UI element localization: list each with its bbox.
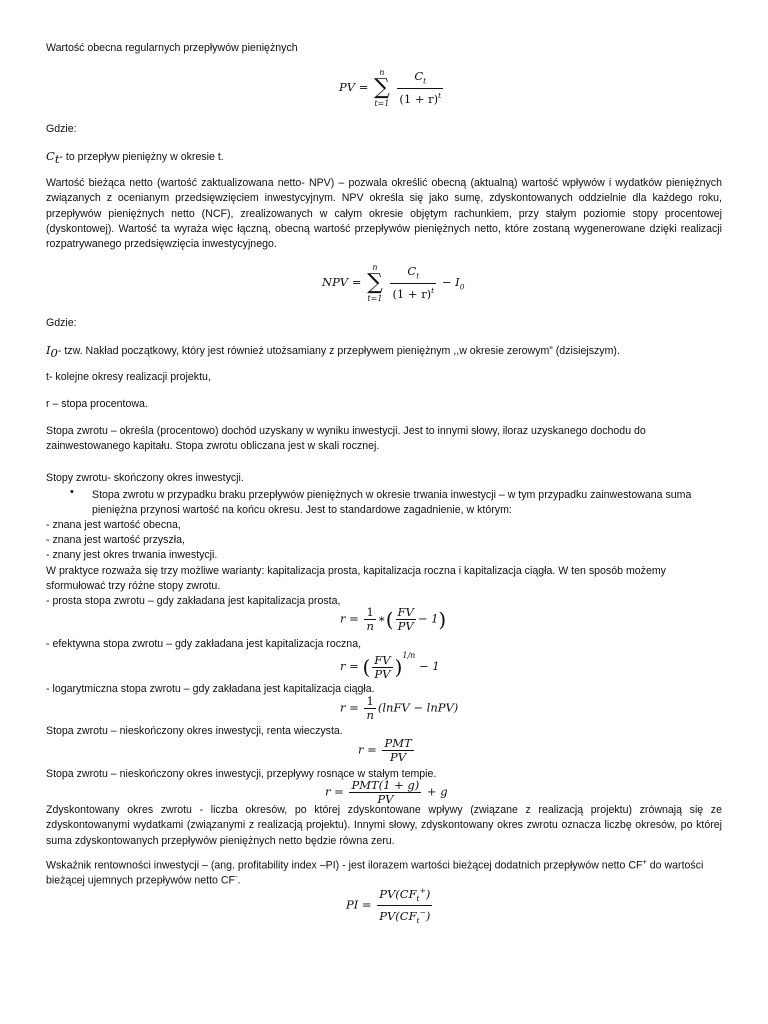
r-effective-fv: FV (374, 652, 391, 667)
pi-den-close: ) (425, 908, 431, 923)
r-simple-lhs: r = (340, 611, 359, 626)
efektywna-label: - efektywna stopa zwrotu – gdy zakładana jest kapitalizacja roczna, (46, 638, 362, 650)
r-simple-minus: − 1 (417, 611, 439, 626)
pv-lhs: PV = (339, 80, 369, 94)
known-item-2: - znana jest wartość przyszła, (46, 534, 185, 546)
r-log-rhs: (lnFV − lnPV) (377, 700, 459, 715)
r-effective-minus: − 1 (418, 659, 440, 673)
r-growth-den: PV (349, 792, 421, 806)
gdzie-label-2: Gdzie: (46, 317, 77, 329)
r-growth-tail: + g (426, 784, 448, 799)
r-growth-formula (325, 779, 448, 806)
r-effective-formula: r = ( $\frac{FV}{PV}$ )$^{1/n}$ − 1 (340, 651, 440, 681)
pi-formula (346, 884, 434, 927)
pi-line-2-sup: - (235, 872, 238, 881)
r-log-one: 1 (366, 694, 374, 708)
stopa-zwrotu-line-1: Stopa zwrotu – określa (procentowo) dochód uzyskany w wyniku inwestycji. Jest to innymi słowy, iloraz uzyskanego dochodu do (46, 425, 646, 437)
pi-num-sup: + (419, 886, 426, 895)
pi-line-1-text: Wskaźnik rentowności inwestycji – (ang. profitability index –PI) - jest ilorazem wartości bieżącej dodatnich przepływów netto CF (46, 859, 643, 872)
r-simple-formula: r = $\frac{1}{n}$ ∗( $\frac{FV}{PV}$ − 1) (340, 605, 447, 633)
pv-sum: n ∑ t=1 (374, 68, 390, 108)
pi-line-1-sup: + (642, 857, 647, 866)
pi-den-sub: t (416, 916, 420, 926)
i0-definition (46, 343, 722, 361)
r-log-lhs: r = (340, 700, 359, 715)
nieskonczony-label-2: Stopa zwrotu – nieskończony okres inwestycji, przepływy rosnące w stałym tempie. (46, 768, 437, 780)
i0-symbol: I (46, 343, 51, 357)
npv-paragraph: Wartość bieżąca netto (wartość zaktualizowana netto- NPV) – pozwala określić obecną (aktualną) wartość wpływów i wydatków pieniężnych związanych z ocenianym przedsięwzięciem inwestycyjnym. NPV określa się jako sumę, zdyskontowanych oddzielnie dla każdego roku, przepływów pieniężnych netto (NCF), zrealizowanych w całym okresie objętym rachunkiem, przy stałym poziomie stopy procentowej (dyskontowej). Wartość ta wyraża więc łączną, obecną wartość przepływów pieniężnych netto, które zostaną wygenerowane dzięki realizacji rozpatrywanego przedsięwzięcia inwestycyjnego. (46, 177, 722, 251)
ct-definition (46, 149, 722, 167)
known-item-3: - znany jest okres trwania inwestycji. (46, 549, 218, 561)
r-effective-lhs: r = (340, 659, 359, 673)
praktyka-line-2: sformułować trzy różne stopy zwrotu. (46, 580, 221, 592)
r-simple-ratio (396, 606, 416, 633)
pv-sum-top: n (379, 68, 385, 77)
r-simple-one-over-n (364, 606, 375, 633)
prosta-label: - prosta stopa zwrotu – gdy zakładana jest kapitalizacja prosta, (46, 595, 341, 607)
r-perp-lhs: r = (358, 742, 377, 757)
section-heading: Wartość obecna regularnych przepływów pieniężnych (46, 42, 298, 54)
praktyka-line-1: W praktyce rozważa się trzy możliwe warianty: kapitalizacja prosta, kapitalizacja roczna i kapitalizacja ciągła. W ten sposób możemy (46, 565, 666, 577)
zdyskontowany-paragraph: Zdyskontowany okres zwrotu - liczba okresów, po której zdyskontowane wpływy (związane z realizacją projektu) zrównają się ze zdyskontowanymi wydatkami (związanymi z realizacją projektu). Innymi słowy, zdyskontowany okres zwrotu oznacza liczbę okresów, po której suma zdyskontowanych przepływów pieniężnych netto będzie równa zeru. (46, 804, 722, 847)
pi-line-1-end: do wartości (646, 859, 704, 872)
npv-sum-bottom: t=1 (367, 294, 383, 303)
pv-den: (1 + r) (399, 91, 439, 106)
pv-num: C (414, 69, 424, 84)
r-perp-num: PMT (384, 736, 412, 750)
npv-num-sub: t (416, 271, 420, 281)
pi-line-2-text: bieżącej ujemnych przepływów netto CF (46, 874, 236, 887)
r-growth-num: PMT(1 + g) (351, 778, 420, 792)
i0-subscript: 0 (50, 346, 58, 361)
pv-num-sub: t (423, 76, 427, 86)
pi-lhs: PI = (346, 897, 372, 912)
pi-num-a: PV(CF (379, 886, 417, 901)
r-simple-star: ∗ (377, 611, 386, 626)
r-effective-exp: 1/n (402, 651, 416, 660)
bullet-line-1: Stopa zwrotu w przypadku braku przepływów pieniężnych w okresie trwania inwestycji – w tym przypadku zainwestowana suma (92, 489, 692, 501)
pi-num-sub: t (416, 894, 420, 904)
npv-sum-top: n (372, 263, 378, 272)
pi-line-2-end: . (237, 874, 241, 887)
i0-description: - tzw. Nakład początkowy, który jest również utożsamiany z przepływem pieniężnym ,,w okresie zerowym” (dzisiejszym). (57, 345, 620, 357)
r-effective-pv: PV (372, 667, 392, 681)
r-simple-n: n (366, 619, 374, 633)
npv-fraction (390, 265, 436, 300)
skonczony-heading: Stopy zwrotu- skończony okres inwestycji. (46, 472, 244, 484)
pv-den-sup: t (438, 90, 442, 100)
r-growth-fraction (349, 779, 421, 806)
ct-subscript: t (54, 152, 60, 167)
ct-symbol: C (46, 149, 55, 163)
npv-formula (322, 263, 464, 303)
r-perp-formula (358, 737, 416, 764)
r-perp-den: PV (382, 750, 413, 764)
t-definition: t- kolejne okresy realizacji projektu, (46, 371, 211, 383)
r-simple-fv: FV (397, 605, 414, 619)
stopa-zwrotu-line-2: zainwestowanego kapitału. Stopa zwrotu obliczana jest w skali rocznej. (46, 440, 380, 452)
r-definition: r – stopa procentowa. (46, 398, 148, 410)
npv-num: C (407, 264, 417, 279)
npv-den-sup: t (431, 285, 435, 295)
npv-tail-sub: 0 (459, 282, 465, 292)
pv-fraction (397, 70, 443, 105)
r-simple-one: 1 (366, 605, 374, 619)
npv-tail: − I (441, 275, 460, 289)
bullet-line-2: pieniężna przynosi wartość na końcu okresu. Jest to standardowe zagadnienie, w którym: (92, 504, 512, 516)
pi-fraction (377, 884, 432, 927)
known-item-1: - znana jest wartość obecna, (46, 519, 181, 531)
pi-num-close: ) (425, 886, 431, 901)
npv-lhs: NPV = (322, 275, 362, 289)
pi-den-sup: − (419, 908, 426, 918)
r-log-formula (340, 695, 458, 722)
r-growth-lhs: r = (325, 784, 344, 799)
npv-den: (1 + r) (392, 286, 432, 301)
r-effective-ratio (372, 654, 392, 681)
nieskonczony-label-1: Stopa zwrotu – nieskończony okres inwestycji, renta wieczysta. (46, 725, 343, 737)
ct-description: - to przepływ pieniężny w okresie t. (59, 151, 224, 163)
pi-den-a: PV(CF (379, 908, 417, 923)
gdzie-label-1: Gdzie: (46, 123, 77, 135)
r-log-n: n (366, 708, 374, 722)
log-label: - logarytmiczna stopa zwrotu – gdy zakładana jest kapitalizacja ciągła. (46, 683, 375, 695)
r-log-one-over-n (364, 695, 375, 722)
pv-sum-bottom: t=1 (374, 99, 390, 108)
pv-formula (339, 68, 445, 108)
r-simple-pv: PV (396, 619, 416, 633)
r-perp-fraction (382, 737, 413, 764)
bullet-marker: • (70, 486, 74, 498)
npv-sum: n ∑ t=1 (367, 263, 383, 303)
